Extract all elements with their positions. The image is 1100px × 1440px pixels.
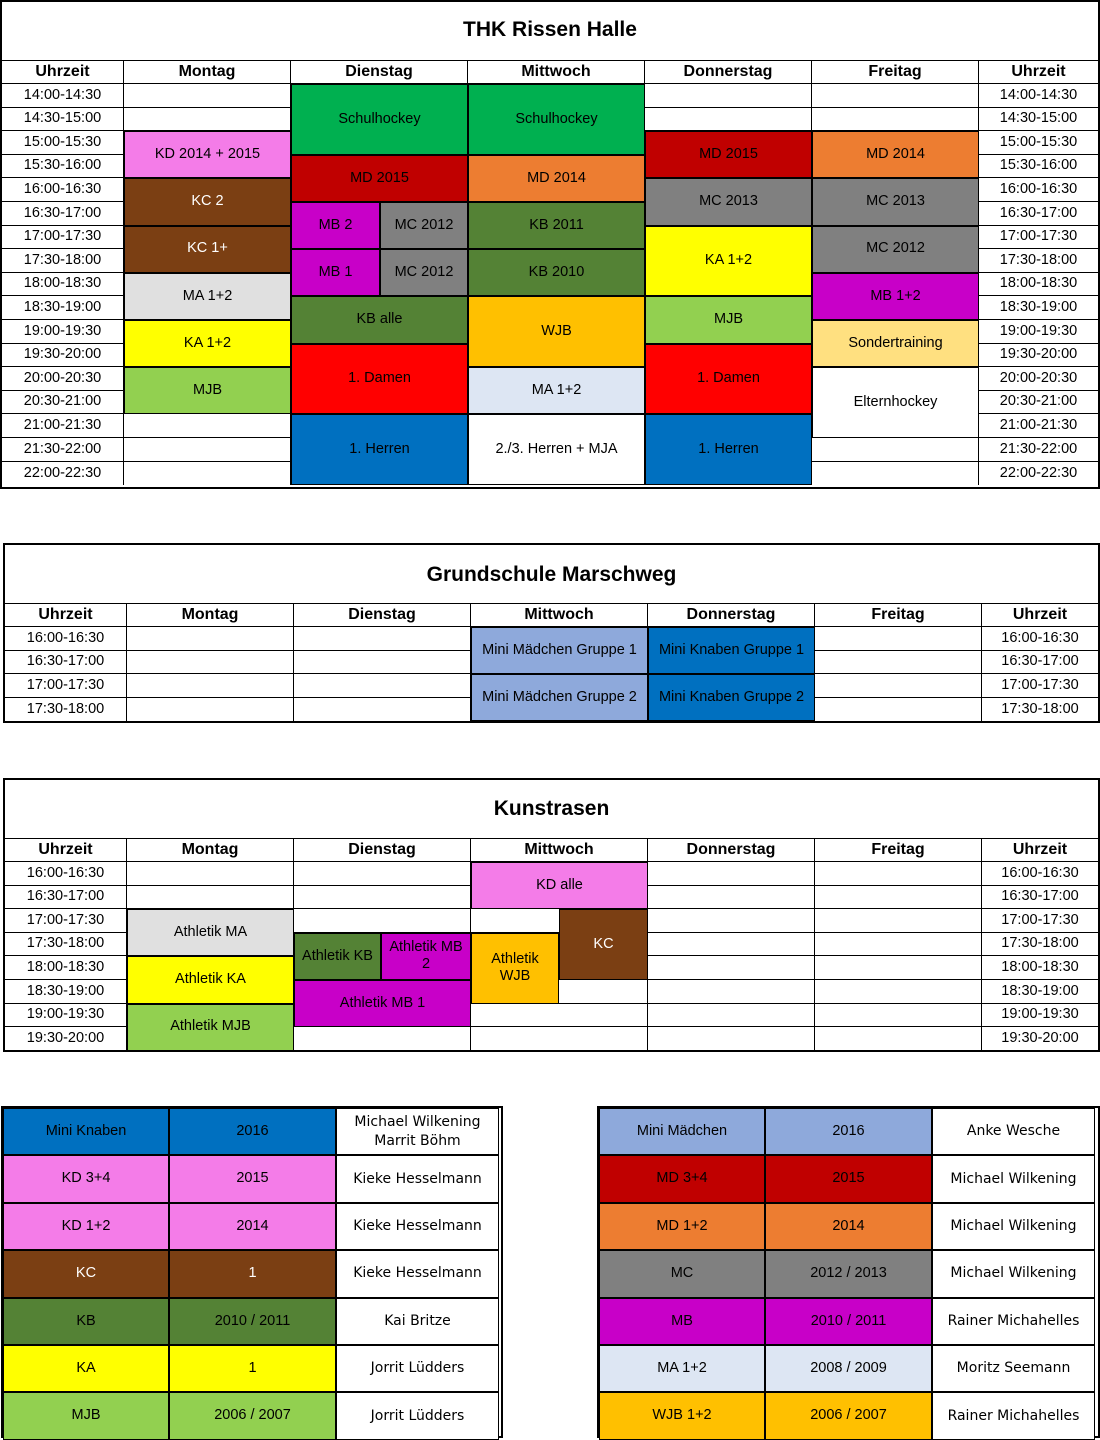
legend-year: 2006 / 2007	[169, 1392, 336, 1439]
training-block: MC 2012	[380, 249, 468, 296]
legend-group: MD 1+2	[599, 1203, 765, 1250]
empty-slot	[812, 84, 979, 108]
empty-slot	[127, 862, 294, 886]
training-block: Athletik MB 1	[294, 980, 471, 1027]
training-block: Athletik KB	[294, 933, 381, 980]
time-slot: 19:00-19:30	[979, 320, 1098, 344]
legend-year: 2008 / 2009	[765, 1345, 932, 1392]
empty-slot	[815, 956, 982, 980]
time-slot: 19:30-20:00	[2, 344, 124, 368]
training-block: MJB	[124, 367, 291, 414]
column-header: Dienstag	[291, 60, 468, 84]
legend-trainer: Kieke Hesselmann	[336, 1155, 499, 1202]
training-block: MD 2014	[468, 155, 645, 202]
empty-slot	[815, 1004, 982, 1028]
legend-group: MC	[599, 1250, 765, 1297]
legend-trainer: Michael Wilkening	[932, 1203, 1095, 1250]
time-slot: 16:30-17:00	[979, 202, 1098, 226]
empty-slot	[127, 627, 294, 651]
legend-trainer: Anke Wesche	[932, 1108, 1095, 1155]
column-header: Uhrzeit	[5, 838, 127, 862]
time-slot: 18:30-19:00	[979, 296, 1098, 320]
time-slot: 16:00-16:30	[2, 178, 124, 202]
time-slot: 20:30-21:00	[2, 391, 124, 415]
legend-group: KD 3+4	[3, 1155, 169, 1202]
legend-group: KC	[3, 1250, 169, 1297]
section-title: Grundschule Marschweg	[426, 563, 677, 586]
legend-group: KA	[3, 1345, 169, 1392]
empty-slot	[645, 84, 812, 108]
legend-trainer: Michael Wilkening	[932, 1155, 1095, 1202]
legend-trainer: Michael Wilkening	[932, 1250, 1095, 1297]
column-header: Mittwoch	[468, 60, 645, 84]
training-block: WJB	[468, 296, 645, 367]
legend-group: MJB	[3, 1392, 169, 1439]
training-block: Elternhockey	[812, 367, 979, 438]
column-header: Donnerstag	[648, 838, 815, 862]
training-block: MC 2012	[812, 226, 979, 273]
training-block: KC 1+	[124, 226, 291, 273]
empty-slot	[815, 886, 982, 910]
time-slot: 21:00-21:30	[979, 414, 1098, 438]
training-block: KA 1+2	[645, 226, 812, 297]
time-slot: 17:30-18:00	[982, 933, 1098, 957]
empty-slot	[294, 1027, 471, 1051]
empty-slot	[648, 862, 815, 886]
legend-group: MA 1+2	[599, 1345, 765, 1392]
empty-slot	[815, 909, 982, 933]
training-block: MA 1+2	[468, 367, 645, 414]
training-block: 2./3. Herren + MJA	[468, 414, 645, 485]
legend-year: 1	[169, 1250, 336, 1297]
legend-table-right	[597, 1106, 1100, 1438]
time-slot: 18:00-18:30	[979, 273, 1098, 297]
time-slot: 14:30-15:00	[979, 108, 1098, 132]
section-title: Kunstrasen	[493, 797, 610, 820]
time-slot: 15:00-15:30	[2, 131, 124, 155]
column-header: Uhrzeit	[5, 603, 127, 627]
time-slot: 17:00-17:30	[982, 674, 1098, 698]
time-slot: 18:00-18:30	[2, 273, 124, 297]
training-block: Athletik MA	[127, 909, 294, 956]
time-slot: 21:30-22:00	[979, 438, 1098, 462]
time-slot: 14:00-14:30	[2, 84, 124, 108]
legend-year: 2010 / 2011	[765, 1298, 932, 1345]
empty-slot	[124, 414, 291, 438]
empty-slot	[648, 886, 815, 910]
empty-slot	[294, 886, 471, 910]
empty-slot	[815, 1027, 982, 1051]
empty-slot	[815, 674, 982, 698]
training-block: 1. Damen	[291, 344, 468, 415]
training-block: MC 2013	[645, 178, 812, 225]
empty-slot	[294, 674, 471, 698]
empty-slot	[815, 627, 982, 651]
time-slot: 18:00-18:30	[982, 956, 1098, 980]
time-slot: 15:30-16:00	[2, 155, 124, 179]
legend-year: 2014	[169, 1203, 336, 1250]
time-slot: 17:30-18:00	[5, 933, 127, 957]
legend-year: 2015	[169, 1155, 336, 1202]
column-header: Uhrzeit	[2, 60, 124, 84]
schedule-kunstrasen	[3, 778, 1100, 1052]
time-slot: 17:30-18:00	[5, 698, 127, 722]
legend-trainer: Jorrit Lüdders	[336, 1345, 499, 1392]
empty-slot	[812, 108, 979, 132]
training-block: 1. Herren	[291, 414, 468, 485]
time-slot: 17:30-18:00	[1001, 700, 1079, 717]
training-block: KB 2010	[468, 249, 645, 296]
training-block: MC 2012	[380, 202, 468, 249]
legend-trainer: Rainer Michahelles	[932, 1298, 1095, 1345]
time-slot: 17:30-18:00	[2, 249, 124, 273]
training-block: Athletik MJB	[127, 1004, 294, 1051]
time-slot: 16:00-16:30	[982, 627, 1098, 651]
legend-year: 2015	[765, 1155, 932, 1202]
time-slot: 17:00-17:30	[5, 909, 127, 933]
column-header: Uhrzeit	[982, 603, 1098, 627]
legend-group: WJB 1+2	[599, 1392, 765, 1439]
legend-trainer: Kai Britze	[336, 1298, 499, 1345]
time-slot: 20:00-20:30	[979, 367, 1098, 391]
legend-year: 2012 / 2013	[765, 1250, 932, 1297]
empty-slot	[294, 909, 471, 933]
time-slot: 18:30-19:00	[5, 980, 127, 1004]
empty-slot	[815, 980, 982, 1004]
empty-slot	[471, 1027, 648, 1051]
empty-slot	[815, 933, 982, 957]
training-block: KB alle	[291, 296, 468, 343]
time-slot: 19:30-20:00	[1001, 1030, 1079, 1047]
time-slot: 14:00-14:30	[979, 84, 1098, 108]
training-block: Athletik KA	[127, 956, 294, 1003]
legend-group: Mini Knaben	[3, 1108, 169, 1155]
legend-year: 1	[169, 1345, 336, 1392]
time-slot: 21:30-22:00	[2, 438, 124, 462]
training-block: 1. Herren	[645, 414, 812, 485]
empty-slot	[648, 956, 815, 980]
legend-year: 2014	[765, 1203, 932, 1250]
empty-slot	[645, 108, 812, 132]
training-block: Mini Knaben Gruppe 1	[648, 627, 815, 674]
legend-table-left	[1, 1106, 503, 1438]
training-block: 1. Damen	[645, 344, 812, 415]
time-slot: 17:30-18:00	[979, 249, 1098, 273]
empty-slot	[124, 462, 291, 486]
column-header: Freitag	[815, 838, 982, 862]
time-slot: 17:00-17:30	[982, 909, 1098, 933]
training-block: KB 2011	[468, 202, 645, 249]
column-header: Mittwoch	[471, 603, 648, 627]
time-slot: 19:00-19:30	[982, 1004, 1098, 1028]
legend-year: 2006 / 2007	[765, 1392, 932, 1439]
legend-trainer: Jorrit Lüdders	[336, 1392, 499, 1439]
column-header: Montag	[124, 60, 291, 84]
empty-slot	[127, 698, 294, 722]
schedule-thk-rissen-halle	[0, 0, 1100, 489]
time-slot: 19:00-19:30	[2, 320, 124, 344]
time-slot: 20:30-21:00	[979, 391, 1098, 415]
training-block: MJB	[645, 296, 812, 343]
time-slot: 16:30-17:00	[5, 651, 127, 675]
empty-slot	[294, 698, 471, 722]
time-slot: 18:30-19:00	[2, 296, 124, 320]
time-slot: 18:00-18:30	[5, 956, 127, 980]
training-block: MB 1+2	[812, 273, 979, 320]
empty-slot	[815, 862, 982, 886]
empty-slot	[294, 627, 471, 651]
empty-slot	[127, 674, 294, 698]
legend-trainer: Kieke Hesselmann	[336, 1250, 499, 1297]
training-block: KC 2	[124, 178, 291, 225]
training-block: Athletik WJB	[471, 933, 559, 1004]
time-slot: 22:00-22:30	[999, 464, 1078, 481]
column-header: Montag	[127, 838, 294, 862]
training-block: Athletik MB 2	[381, 933, 471, 980]
training-block: MD 2015	[291, 155, 468, 202]
legend-trainer: Michael Wilkening Marrit Böhm	[336, 1108, 499, 1155]
time-slot: 16:00-16:30	[982, 862, 1098, 886]
time-slot: 16:30-17:00	[2, 202, 124, 226]
column-header: Donnerstag	[648, 603, 815, 627]
training-block: KA 1+2	[124, 320, 291, 367]
legend-group: MD 3+4	[599, 1155, 765, 1202]
training-block: Schulhockey	[468, 84, 645, 155]
column-header: Uhrzeit	[982, 838, 1098, 862]
time-slot: 19:30-20:00	[979, 344, 1098, 368]
empty-slot	[294, 862, 471, 886]
training-block: KD alle	[471, 862, 648, 909]
empty-slot	[648, 909, 815, 933]
empty-slot	[294, 651, 471, 675]
time-slot: 17:00-17:30	[5, 674, 127, 698]
time-slot: 21:00-21:30	[2, 414, 124, 438]
time-slot: 14:30-15:00	[2, 108, 124, 132]
time-slot: 16:30-17:00	[982, 886, 1098, 910]
time-slot: 19:30-20:00	[5, 1027, 127, 1051]
time-slot: 16:00-16:30	[979, 178, 1098, 202]
time-slot: 17:00-17:30	[979, 226, 1098, 250]
empty-slot	[124, 438, 291, 462]
legend-group: MB	[599, 1298, 765, 1345]
training-block: MA 1+2	[124, 273, 291, 320]
time-slot: 20:00-20:30	[2, 367, 124, 391]
column-header: Freitag	[812, 60, 979, 84]
schedule-grundschule-marschweg	[3, 543, 1100, 723]
empty-slot	[127, 651, 294, 675]
empty-slot	[471, 1004, 648, 1028]
legend-trainer: Rainer Michahelles	[932, 1392, 1095, 1439]
time-slot: 15:00-15:30	[979, 131, 1098, 155]
training-block: KC	[559, 909, 648, 980]
time-slot: 16:00-16:30	[5, 862, 127, 886]
time-slot: 15:30-16:00	[979, 155, 1098, 179]
time-slot: 17:00-17:30	[2, 226, 124, 250]
column-header: Montag	[127, 603, 294, 627]
time-slot: 19:00-19:30	[5, 1004, 127, 1028]
column-header: Uhrzeit	[979, 60, 1098, 84]
training-block: Sondertraining	[812, 320, 979, 367]
empty-slot	[648, 1027, 815, 1051]
training-block: Schulhockey	[291, 84, 468, 155]
training-block: Mini Knaben Gruppe 2	[648, 674, 815, 721]
legend-year: 2016	[169, 1108, 336, 1155]
empty-slot	[812, 462, 979, 486]
legend-trainer: Moritz Seemann	[932, 1345, 1095, 1392]
time-slot: 18:30-19:00	[982, 980, 1098, 1004]
empty-slot	[648, 1004, 815, 1028]
section-title: THK Rissen Halle	[463, 18, 637, 41]
legend-trainer: Kieke Hesselmann	[336, 1203, 499, 1250]
training-block: MC 2013	[812, 178, 979, 225]
empty-slot	[815, 698, 982, 722]
empty-slot	[648, 980, 815, 1004]
training-block: Mini Mädchen Gruppe 2	[471, 674, 648, 721]
training-block: MB 1	[291, 249, 380, 296]
column-header: Dienstag	[294, 838, 471, 862]
column-header: Donnerstag	[645, 60, 812, 84]
legend-year: 2016	[765, 1108, 932, 1155]
time-slot: 16:30-17:00	[5, 886, 127, 910]
column-header: Freitag	[815, 603, 982, 627]
empty-slot	[124, 84, 291, 108]
training-block: MD 2014	[812, 131, 979, 178]
time-slot: 16:30-17:00	[982, 651, 1098, 675]
training-block: KD 2014 + 2015	[124, 131, 291, 178]
empty-slot	[127, 886, 294, 910]
legend-group: KD 1+2	[3, 1203, 169, 1250]
empty-slot	[815, 651, 982, 675]
time-slot: 16:00-16:30	[5, 627, 127, 651]
column-header: Dienstag	[294, 603, 471, 627]
time-slot: 22:00-22:30	[2, 462, 124, 486]
empty-slot	[812, 438, 979, 462]
training-block: MD 2015	[645, 131, 812, 178]
empty-slot	[648, 933, 815, 957]
legend-group: KB	[3, 1298, 169, 1345]
column-header: Mittwoch	[471, 838, 648, 862]
training-block: MB 2	[291, 202, 380, 249]
legend-group: Mini Mädchen	[599, 1108, 765, 1155]
legend-year: 2010 / 2011	[169, 1298, 336, 1345]
training-block: Mini Mädchen Gruppe 1	[471, 627, 648, 674]
empty-slot	[124, 108, 291, 132]
